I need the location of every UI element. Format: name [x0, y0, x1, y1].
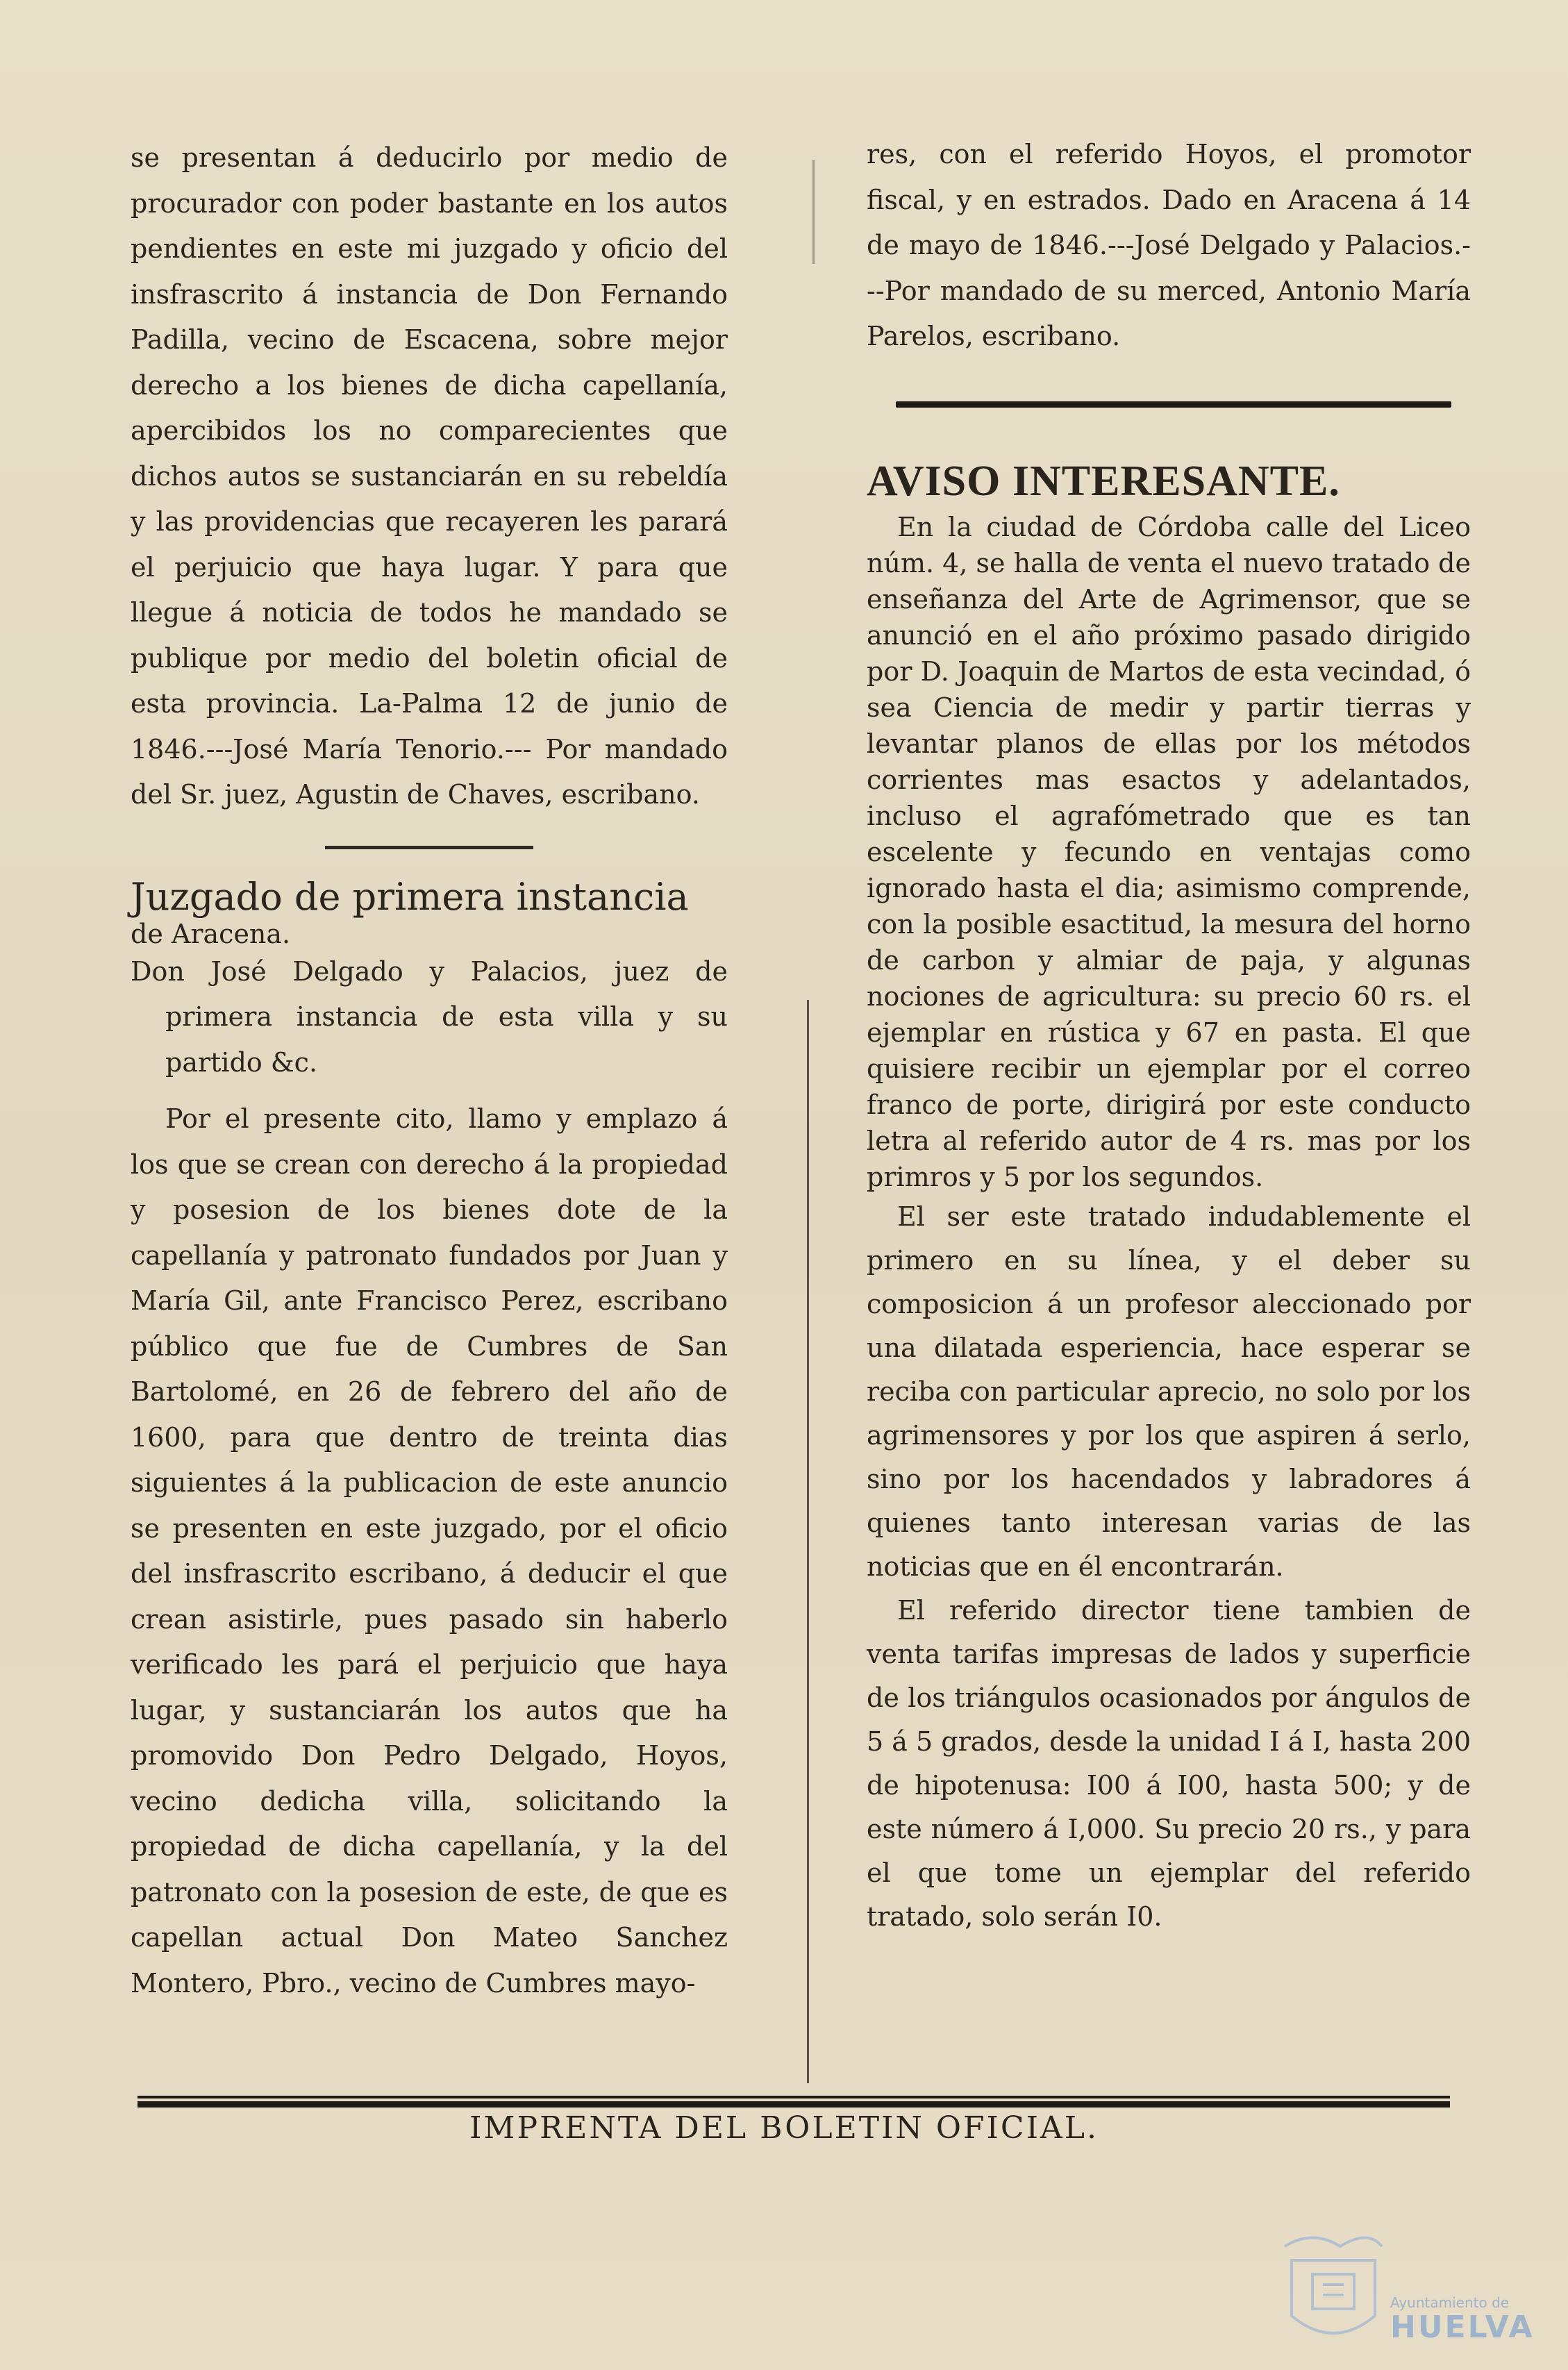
left-column [131, 135, 728, 2006]
aviso-paragraph-3: El referido director tiene tambien de venta tarifas impresas de lados y superficie de los triángulos ocasionados por ángulos de 5 á 5 grados, desde la unidad I á I, hasta 200 de hipotenusa: I00 á I00, hasta 500; y de este número á I,000. Su precio 20 rs., y para el que tome un ejemplar del referido tratado, solo serán I0. [867, 1594, 1471, 1932]
notice-body: Por el presente cito, llamo y emplazo á los que se crean con derecho á la propiedad y posesion de los bienes dote de la capellanía y patronato fundados por Juan y María Gil, ante Francisco Perez, escribano público que fue de Cumbres de San Bartolomé, en 26 de febrero del año de 1600, para que dentro de treinta dias siguientes á la publicacion de este anuncio se presenten en este juzgado, por el oficio del insfrascrito escribano, á deducir el que crean asistirle, pues pasado sin haberlo verificado les pará el perjuicio que haya lugar, y sustanciarán los autos que ha promovido Don Pedro Delgado, Hoyos, vecino dedicha villa, solicitando la propiedad de dicha capellanía, y la del patronato con la posesion de este, de que es capellan actual Don Mateo Sanchez Montero, Pbro., vecino de Cumbres mayo- [131, 1103, 728, 1998]
court-subtitle: de Aracena. [131, 918, 291, 949]
judge-line: Don José Delgado y Palacios, juez de primera instancia de esta villa y su partido &c. [131, 955, 728, 1078]
aviso-title: AVISO INTERESANTE. [867, 457, 1340, 505]
watermark-big: HUELVA [1390, 2310, 1535, 2345]
aviso-paragraph-1: En la ciudad de Córdoba calle del Liceo núm. 4, se halla de venta el nuevo tratado de enseñanza del Arte de Agrimensor, que se anunció en el año próximo pasado dirigido por D. Joaquin de Martos de esta vecindad, ó sea Ciencia de medir y partir tierras y levantar planos de ellas por los métodos corrientes mas esactos y adelantados, incluso el agrafómetrado que es tan escelente y fecundo en ventajas como ignorado hasta el dia; asimismo comprende, con la posible esactitud, la mesura del horno de carbon y almiar de paja, y algunas nociones de agricultura: su precio 60 rs. el ejemplar en rústica y 67 en pasta. El que quisiere recibir un ejemplar por el correo franco de porte, dirigirá por este conducto letra al referido autor de 4 rs. mas por los primros y 5 por los segundos. [867, 511, 1471, 1192]
aviso-body-continued [867, 1195, 1471, 1939]
watermark-text [1390, 2294, 1535, 2345]
right-column [867, 132, 1471, 1939]
column-divider [807, 1000, 809, 2083]
section-rule [896, 401, 1451, 408]
column-divider-upper [812, 160, 815, 264]
aviso-paragraph-2: El ser este tratado indudablemente el primero en su línea, y el deber su composicion á un profesor aleccionado por una dilatada esperiencia, hace esperar se reciba con particular aprecio, no solo por los agrimensores y por los que aspiren á serlo, sino por los hacendados y labradores á quienes tanto interesan varias de las noticias que en él encontrarán. [867, 1201, 1471, 1582]
aviso-body [867, 509, 1471, 1195]
footer-rule [137, 2101, 1450, 2108]
footer-imprint: IMPRENTA DEL BOLETIN OFICIAL. [469, 2110, 1099, 2146]
court-title: Juzgado de primera instancia [131, 874, 689, 919]
section-divider [325, 846, 533, 849]
watermark-small: Ayuntamiento de [1390, 2294, 1510, 2311]
footer-rule-thin [137, 2096, 1450, 2098]
notice-end: res, con el referido Hoyos, el promotor fiscal, y en estrados. Dado en Aracena á 14 de mayo de 1846.---José Delgado y Palacios.---Por mandado de su merced, Antonio María Parelos, escribano. [867, 139, 1471, 351]
continued-notice: se presentan á deducirlo por medio de procurador con poder bastante en los autos pendientes en este mi juzgado y oficio del insfrascrito á instancia de Don Fernando Padilla, vecino de Escacena, sobre mejor derecho a los bienes de dicha capellanía, apercibidos los no comparecientes que dichos autos se sustanciarán en su rebeldía y las providencias que recayeren les parará el perjuicio que haya lugar. Y para que llegue á noticia de todos he mandado se publique por medio del boletin oficial de esta provincia. La-Palma 12 de junio de 1846.---José María Tenorio.--- Por mandado del Sr. juez, Agustin de Chaves, escribano. [131, 142, 728, 810]
